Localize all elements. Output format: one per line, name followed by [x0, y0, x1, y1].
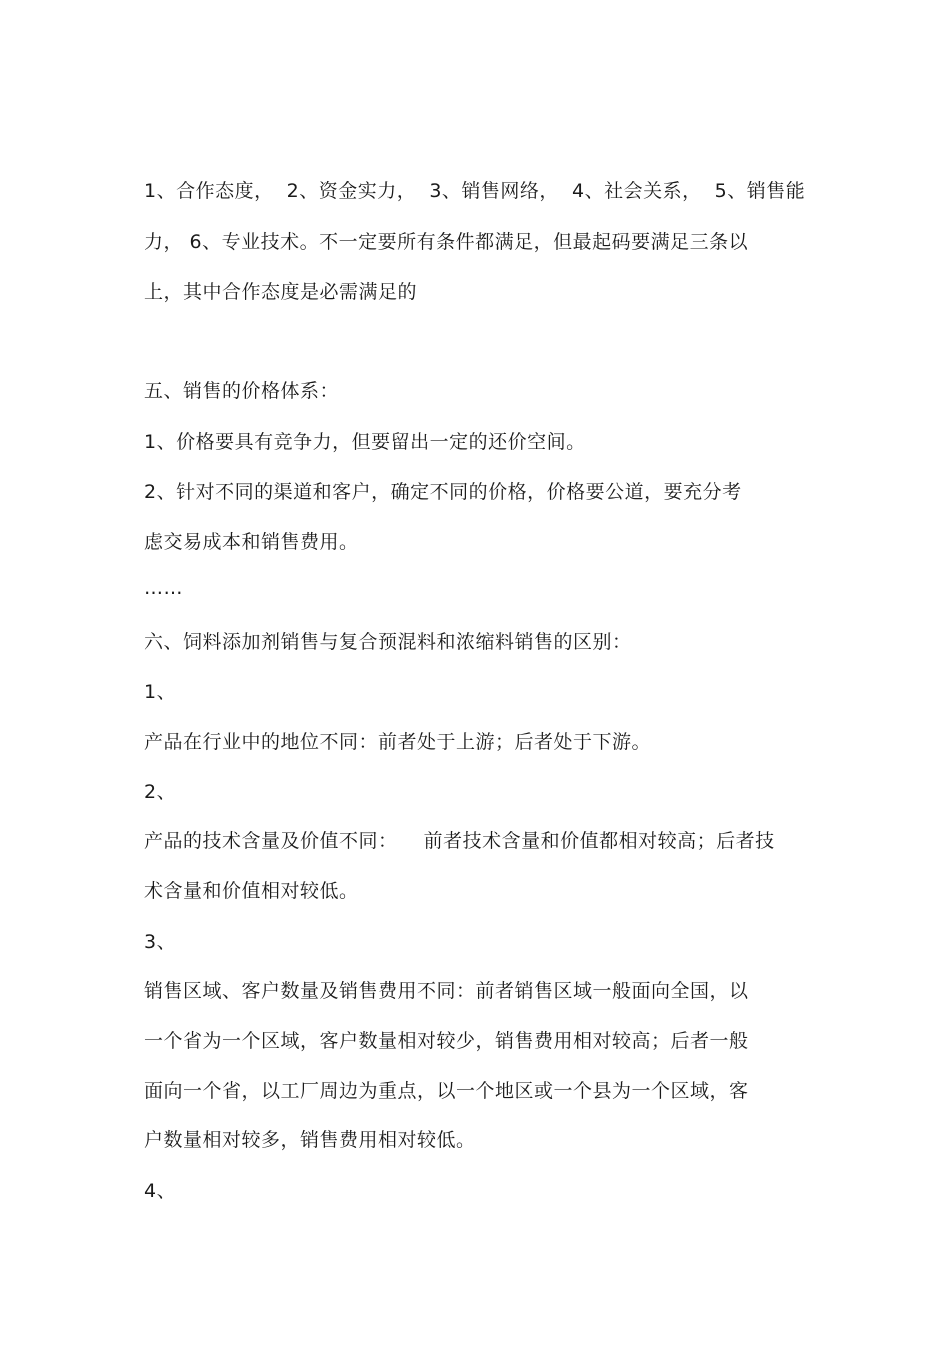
list-number: 2、	[144, 781, 177, 803]
text-line: 虑交易成本和销售费用。	[144, 531, 359, 553]
ellipsis-line: ……	[144, 577, 183, 599]
text-line: 力， 6、专业技术。不一定要所有条件都满足，但最起码要满足三条以	[144, 231, 749, 253]
list-number: 3、	[144, 931, 177, 953]
section-heading-5: 五、销售的价格体系：	[144, 380, 340, 402]
text-line: 一个省为一个区域，客户数量相对较少，销售费用相对较高；后者一般	[144, 1030, 749, 1052]
text-line: 上，其中合作态度是必需满足的	[144, 281, 418, 303]
text-line: 产品在行业中的地位不同：前者处于上游；后者处于下游。	[144, 731, 652, 753]
text-line: 户数量相对较多，销售费用相对较低。	[144, 1129, 476, 1151]
text-line: 1、合作态度， 2、资金实力， 3、销售网络， 4、社会关系， 5、销售能	[144, 180, 806, 202]
text-line: 面向一个省，以工厂周边为重点，以一个地区或一个县为一个区域，客	[144, 1080, 749, 1102]
text-line: 产品的技术含量及价值不同： 前者技术含量和价值都相对较高；后者技	[144, 830, 775, 852]
section-heading-6: 六、饲料添加剂销售与复合预混料和浓缩料销售的区别：	[144, 631, 632, 653]
list-number: 4、	[144, 1180, 177, 1202]
text-line: 术含量和价值相对较低。	[144, 880, 359, 902]
text-line: 1、价格要具有竞争力，但要留出一定的还价空间。	[144, 431, 586, 453]
text-line: 销售区域、客户数量及销售费用不同：前者销售区域一般面向全国，以	[144, 980, 749, 1002]
list-number: 1、	[144, 681, 177, 703]
text-line: 2、针对不同的渠道和客户，确定不同的价格，价格要公道，要充分考	[144, 481, 742, 503]
